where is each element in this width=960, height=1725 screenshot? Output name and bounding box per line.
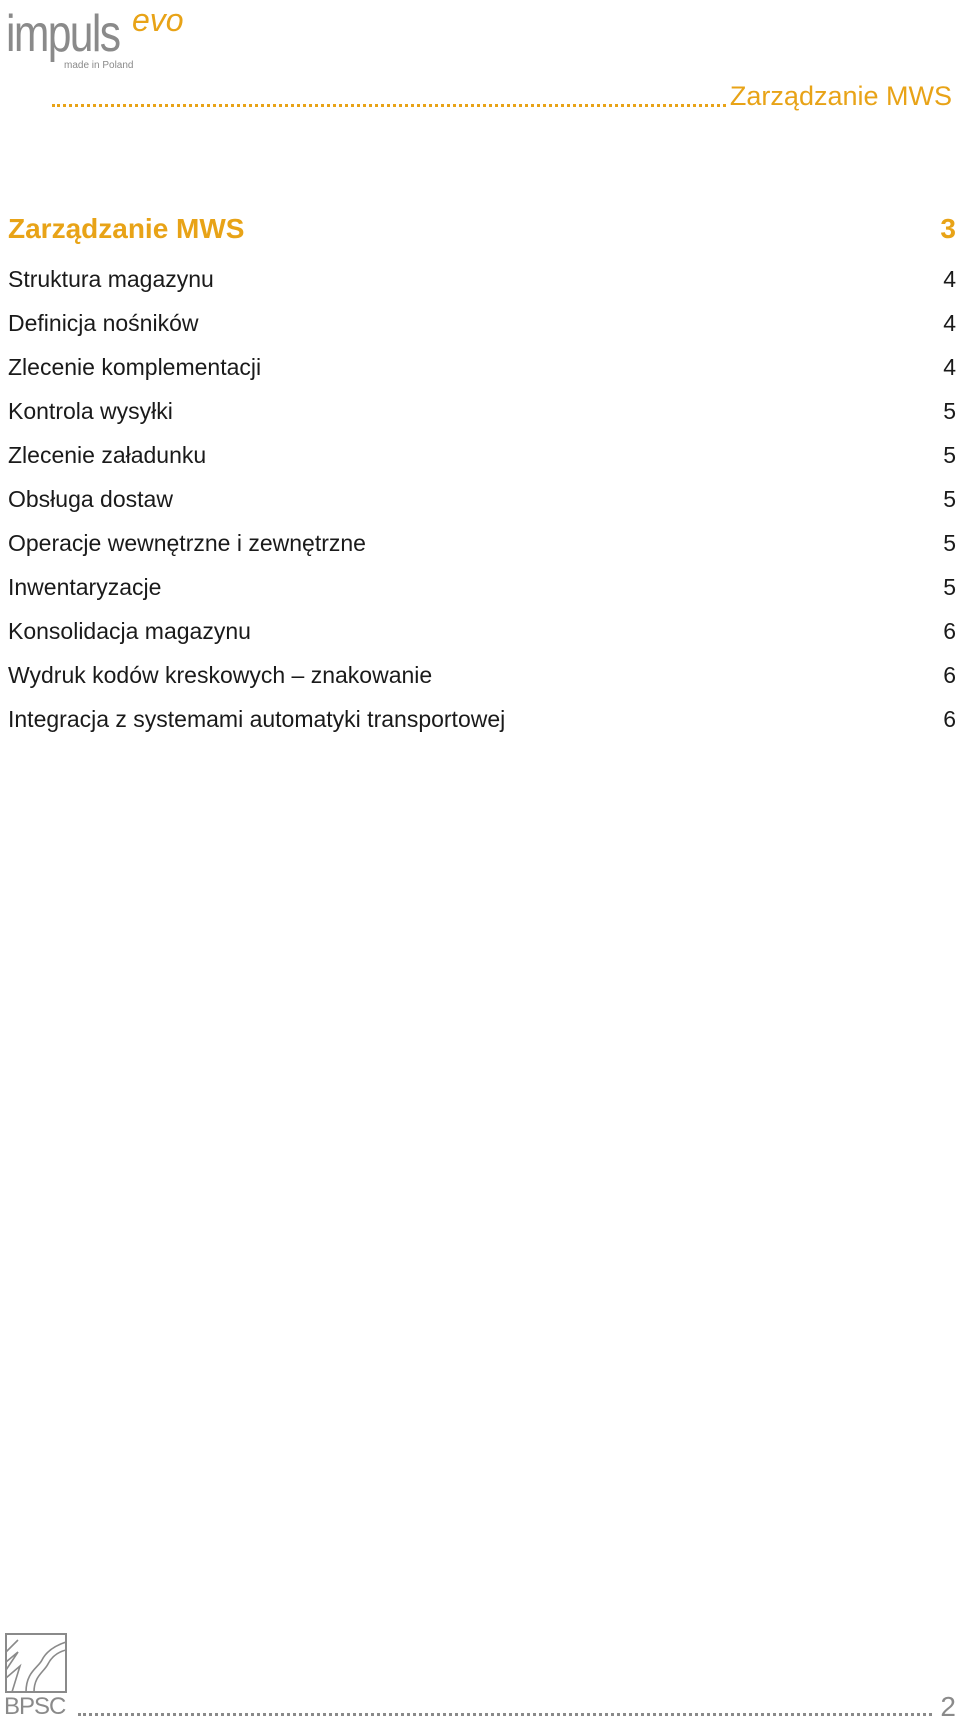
- table-of-contents: [8, 213, 958, 748]
- toc-entry[interactable]: [8, 704, 958, 748]
- toc-entry[interactable]: [8, 440, 958, 484]
- toc-entry[interactable]: [8, 660, 958, 704]
- toc-entry-label: Wydruk kodów kreskowych – znakowanie: [8, 662, 433, 688]
- toc-heading[interactable]: [8, 212, 958, 264]
- footer-dotted-leader: [78, 1713, 932, 1716]
- header-dotted-leader: [52, 104, 726, 107]
- toc-entry[interactable]: [8, 484, 958, 528]
- toc-entry-label: Konsolidacja magazynu: [8, 618, 251, 644]
- toc-entry[interactable]: [8, 616, 958, 660]
- toc-entry-page: 5: [943, 442, 956, 468]
- toc-entry[interactable]: [8, 352, 958, 396]
- toc-entry-page: 5: [943, 530, 956, 556]
- toc-entry-label: Operacje wewnętrzne i zewnętrzne: [8, 530, 366, 556]
- bpsc-emblem-icon: [4, 1632, 68, 1694]
- toc-entry-page: 4: [943, 266, 956, 292]
- impuls-evo-logo: [6, 2, 206, 74]
- toc-entry-page: 5: [943, 574, 956, 600]
- header-title: Zarządzanie MWS: [729, 81, 952, 111]
- toc-entry-label: Integracja z systemami automatyki transportowej: [8, 706, 506, 732]
- toc-entry-label: Zlecenie komplementacji: [8, 354, 262, 380]
- toc-entry-page: 5: [943, 486, 956, 512]
- toc-entry-page: 4: [943, 354, 956, 380]
- page-number: 2: [940, 1691, 956, 1722]
- page-footer: [78, 1690, 956, 1722]
- page-header: [52, 76, 952, 116]
- toc-entry-page: 6: [943, 706, 956, 732]
- toc-entry-page: 4: [943, 310, 956, 336]
- toc-entry-label: Zlecenie załadunku: [8, 442, 207, 468]
- toc-entry[interactable]: [8, 264, 958, 308]
- bpsc-logo-text: BPSC: [4, 1693, 66, 1720]
- toc-entry-label: Obsługa dostaw: [8, 486, 173, 512]
- toc-entry[interactable]: [8, 308, 958, 352]
- logo-tagline: made in Poland: [64, 60, 134, 71]
- toc-entry-label: Inwentaryzacje: [8, 574, 162, 600]
- toc-heading-label: Zarządzanie MWS: [8, 213, 245, 244]
- toc-entry-page: 6: [943, 618, 956, 644]
- toc-entry-page: 6: [943, 662, 956, 688]
- bpsc-logo: [4, 1632, 70, 1722]
- toc-entry[interactable]: [8, 572, 958, 616]
- toc-heading-page: 3: [940, 213, 956, 244]
- toc-entry-page: 5: [943, 398, 956, 424]
- toc-entry-label: Definicja nośników: [8, 310, 199, 336]
- toc-entry[interactable]: [8, 396, 958, 440]
- toc-entry-label: Kontrola wysyłki: [8, 398, 173, 424]
- logo-accent: evo: [132, 2, 184, 38]
- toc-entry-label: Struktura magazynu: [8, 266, 214, 292]
- logo-wordmark: impuls: [6, 5, 120, 63]
- toc-entry[interactable]: [8, 528, 958, 572]
